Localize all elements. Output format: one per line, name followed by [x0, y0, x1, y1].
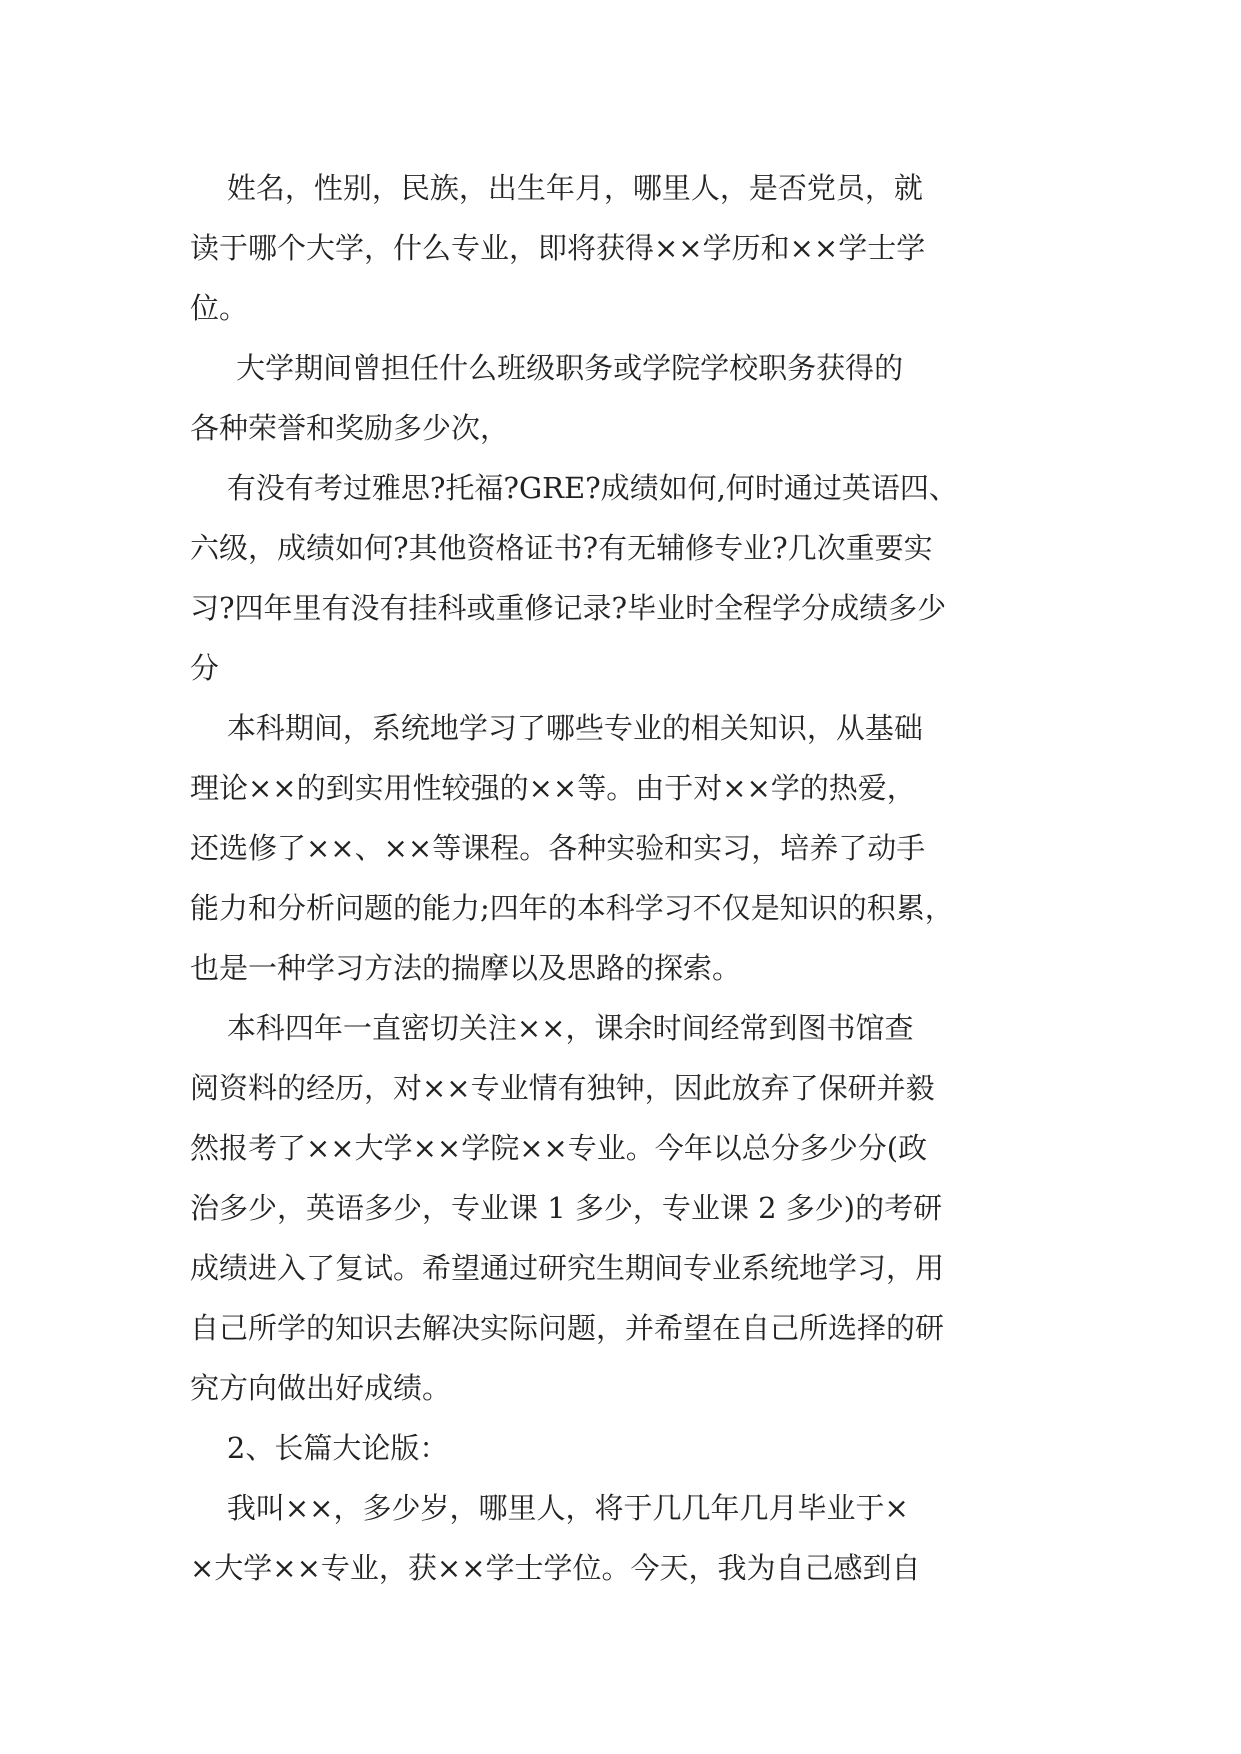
text-line: ×大学××专业，获××学士学位。今天，我为自己感到自 — [190, 1551, 921, 1585]
text-line: 能力和分析问题的能力;四年的本科学习不仅是知识的积累， — [190, 891, 954, 925]
text-line: 大学期间曾担任什么班级职务或学院学校职务获得的 — [190, 351, 904, 385]
text-line: 分 — [190, 651, 220, 685]
text-line: 自己所学的知识去解决实际问题，并希望在自己所选择的研 — [190, 1311, 945, 1345]
text-line: 成绩进入了复试。希望通过研究生期间专业系统地学习，用 — [190, 1251, 945, 1285]
text-line: 还选修了××、××等课程。各种实验和实习，培养了动手 — [190, 831, 926, 865]
text-line: 各种荣誉和奖励多少次， — [190, 411, 510, 445]
text-line: 也是一种学习方法的揣摩以及思路的探索。 — [190, 951, 742, 985]
text-line: 理论××的到实用性较强的××等。由于对××学的热爱， — [190, 771, 916, 805]
text-line: 究方向做出好成绩。 — [190, 1371, 452, 1405]
text-line: 阅资料的经历，对××专业情有独钟，因此放弃了保研并毅 — [190, 1071, 935, 1105]
text-line: 六级，成绩如何?其他资格证书?有无辅修专业?几次重要实 — [190, 531, 933, 565]
text-line: 然报考了××大学××学院××专业。今年以总分多少分(政 — [190, 1131, 928, 1165]
text-line: 本科四年一直密切关注××，课余时间经常到图书馆查 — [190, 1011, 914, 1045]
text-line: 姓名，性别，民族，出生年月，哪里人，是否党员，就 — [190, 171, 923, 205]
text-line: 本科期间，系统地学习了哪些专业的相关知识，从基础 — [190, 711, 923, 745]
text-line: 有没有考过雅思?托福?GRE?成绩如何,何时通过英语四、 — [190, 471, 958, 505]
text-line: 读于哪个大学，什么专业，即将获得××学历和××学士学 — [190, 231, 926, 265]
document-body — [190, 158, 1060, 1598]
text-line: 2、长篇大论版： — [190, 1431, 449, 1465]
text-line: 习?四年里有没有挂科或重修记录?毕业时全程学分成绩多少 — [190, 591, 947, 625]
text-line: 我叫××，多少岁，哪里人，将于几几年几月毕业于× — [190, 1491, 909, 1525]
text-line: 位。 — [190, 291, 249, 325]
text-line: 治多少，英语多少，专业课 1 多少，专业课 2 多少)的考研 — [190, 1191, 943, 1225]
